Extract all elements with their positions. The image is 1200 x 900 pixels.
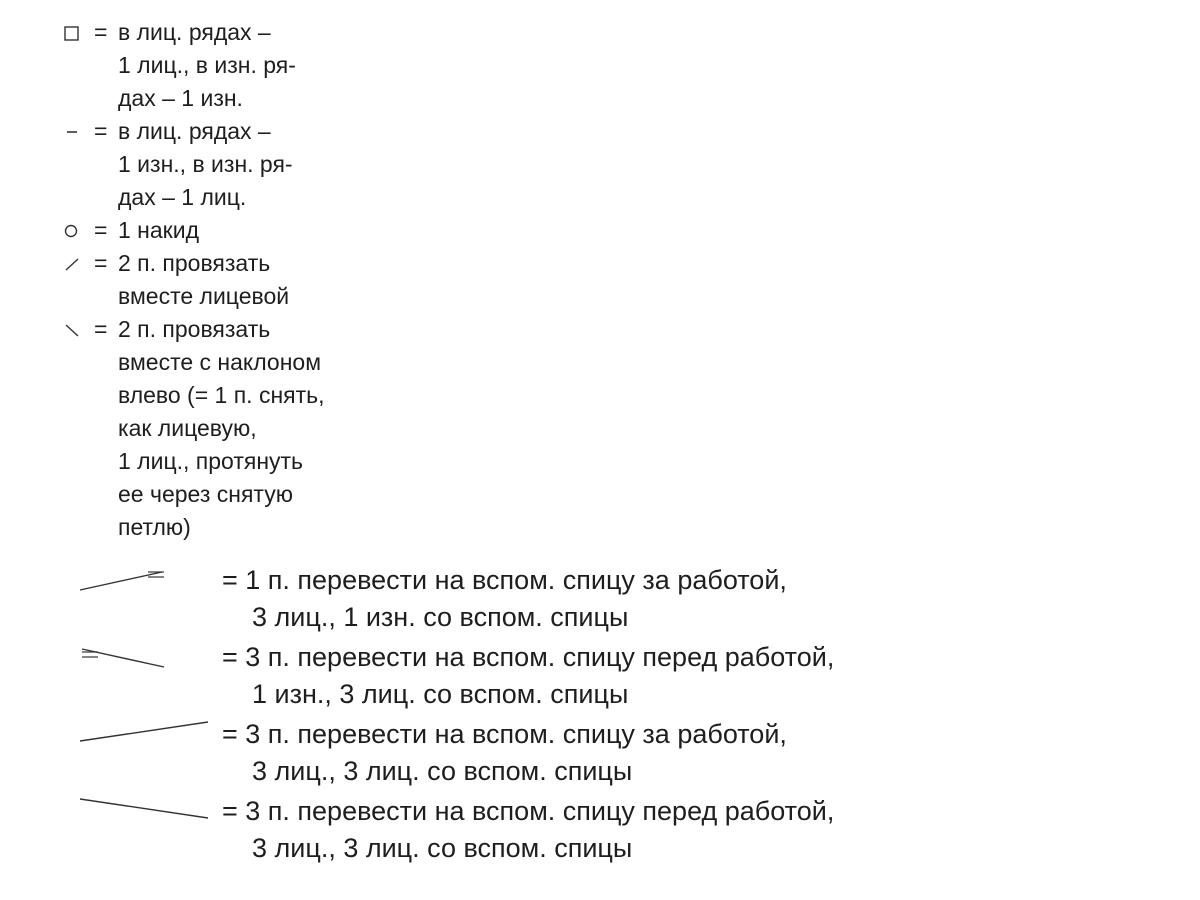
legend-text-line: 1 лиц., протянуть: [118, 448, 304, 474]
legend-text-line: ее через снятую: [118, 481, 293, 507]
legend-entry-cable-1: [70, 560, 1070, 636]
legend-text-line: дах – 1 лиц.: [118, 184, 247, 210]
equals-sign: =: [94, 19, 108, 45]
legend-text-line: = 3 п. перевести на вспом. спицу перед работой,: [222, 642, 835, 672]
legend-text-line: 2 п. провязать: [118, 250, 271, 276]
equals-sign: =: [94, 316, 108, 342]
legend-text-line: 3 лиц., 1 изн. со вспом. спицы: [252, 602, 629, 632]
legend-text-line: 3 лиц., 3 лиц. со вспом. спицы: [252, 756, 633, 786]
legend-text-line: 1 накид: [118, 217, 200, 243]
legend-text-line: = 3 п. перевести на вспом. спицу перед работой,: [222, 796, 835, 826]
legend-text-line: 3 лиц., 3 лиц. со вспом. спицы: [252, 833, 633, 863]
slash-right-icon: [60, 247, 92, 280]
legend-text-line: 1 изн., в изн. ря-: [118, 151, 293, 177]
legend-entry-cable-3: [70, 714, 1070, 790]
legend-text-line: вместе с наклоном: [118, 349, 322, 375]
legend-text-line: петлю): [118, 514, 191, 540]
legend-text-line: 1 лиц., в изн. ря-: [118, 52, 296, 78]
cable-cross-right-3-1-icon: [70, 637, 220, 677]
equals-sign: =: [94, 217, 108, 243]
legend-text-line: = 1 п. перевести на вспом. спицу за работой,: [222, 565, 787, 595]
equals-sign: =: [94, 118, 108, 144]
legend-text-line: влево (= 1 п. снять,: [118, 382, 325, 408]
legend-entry-cable-2: [70, 637, 1070, 713]
empty-square-icon: [60, 16, 92, 49]
legend-entry-cable-4: [70, 791, 1070, 867]
cable-cross-left-3-3-icon: [70, 714, 220, 754]
legend-text-line: дах – 1 изн.: [118, 85, 243, 111]
legend-text-line: = 3 п. перевести на вспом. спицу за работой,: [222, 719, 787, 749]
legend-text-line: вместе лицевой: [118, 283, 290, 309]
equals-sign: =: [94, 250, 108, 276]
slash-left-icon: [60, 313, 92, 346]
dash-icon: [60, 115, 92, 148]
cable-cross-right-3-3-icon: [70, 791, 220, 831]
circle-icon: [60, 214, 92, 247]
cable-cross-left-1-3-icon: [70, 560, 220, 600]
legend-text-line: в лиц. рядах –: [118, 19, 271, 45]
legend-text-line: 1 изн., 3 лиц. со вспом. спицы: [252, 679, 629, 709]
cable-legend: [0, 560, 1200, 880]
legend-text-line: 2 п. провязать: [118, 316, 271, 342]
legend-text-line: в лиц. рядах –: [118, 118, 271, 144]
legend-text-line: как лицевую,: [118, 415, 257, 441]
